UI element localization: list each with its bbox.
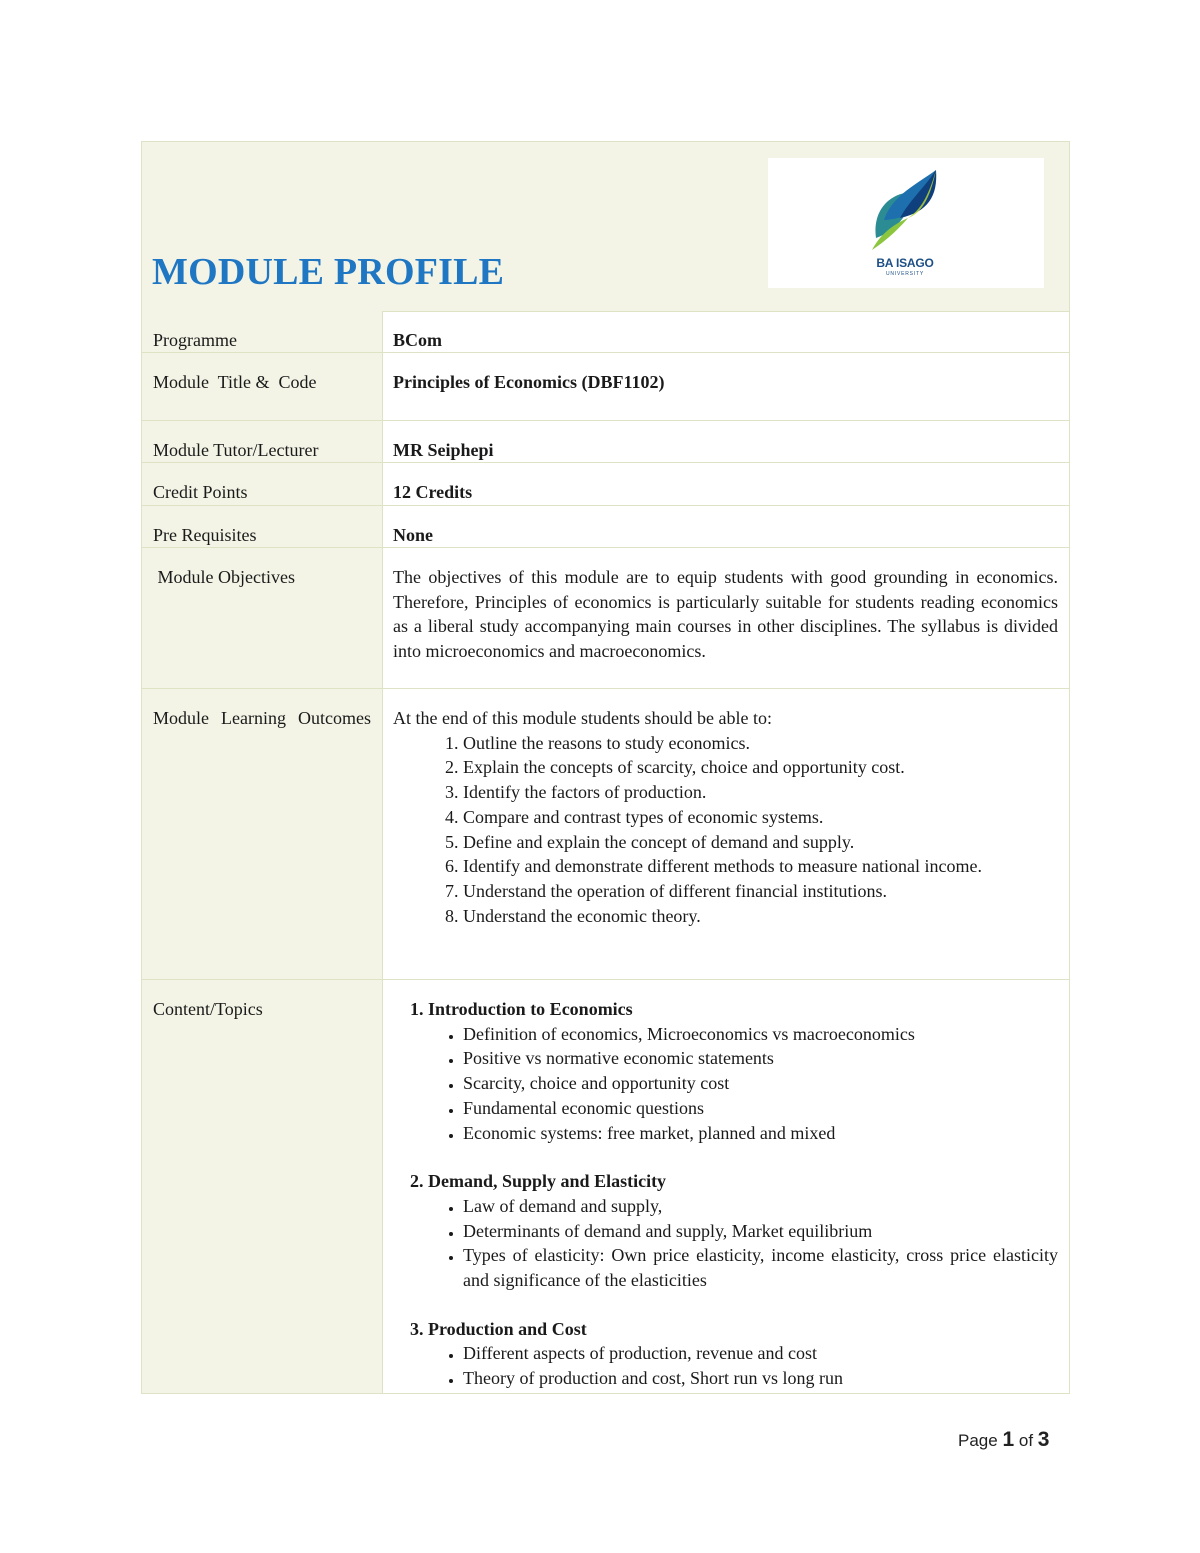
prereq-value: None	[393, 525, 433, 545]
logo-name: BA ISAGO	[876, 256, 934, 270]
list-item: 5. Define and explain the concept of demand and supply.	[463, 830, 1058, 855]
tutor-value: MR Seiphepi	[393, 440, 494, 460]
list-item: • Economic systems: free market, planned and mixed	[463, 1121, 1058, 1146]
topic-bullets	[428, 1194, 1058, 1293]
outcomes-block	[393, 706, 1058, 928]
total-pages: 3	[1037, 1428, 1050, 1451]
list-item: 3. Identify the factors of production.	[463, 780, 1058, 805]
outcomes-intro: At the end of this module students should be able to:	[393, 708, 772, 728]
list-item: 2. Explain the concepts of scarcity, choice and opportunity cost.	[463, 755, 1058, 780]
current-page: 1	[1002, 1428, 1015, 1451]
list-item: • Different aspects of production, revenue and cost	[463, 1341, 1058, 1366]
topic-heading: Production and Cost	[428, 1318, 587, 1339]
outcomes-label	[153, 706, 371, 731]
topic-item	[428, 1317, 1058, 1391]
objectives-label: Module Objectives	[153, 567, 295, 587]
list-item: 6. Identify and demonstrate different methods to measure national income.	[463, 854, 1058, 879]
topics-list	[393, 997, 1058, 1391]
of-word: of	[1018, 1431, 1034, 1450]
topic-heading: Demand, Supply and Elasticity	[428, 1171, 667, 1192]
list-item: • Determinants of demand and supply, Market equilibrium	[463, 1219, 1058, 1244]
topic-item	[428, 1169, 1058, 1293]
module-title-value: Principles of Economics (DBF1102)	[393, 372, 665, 392]
label-column	[142, 311, 383, 1394]
list-item: • Positive vs normative economic statements	[463, 1046, 1058, 1071]
header-row	[142, 142, 1069, 312]
module-profile-table	[141, 141, 1070, 1394]
prereq-label: Pre Requisites	[153, 525, 257, 545]
programme-value: BCom	[393, 330, 442, 350]
tutor-label: Module Tutor/Lecturer	[153, 440, 319, 460]
module-title-label: Module Title & Code	[153, 372, 317, 392]
topic-item	[428, 997, 1058, 1145]
list-item: • Law of demand and supply,	[463, 1194, 1058, 1219]
list-item: • Scarcity, choice and opportunity cost	[463, 1071, 1058, 1096]
page-title: MODULE PROFILE	[152, 251, 505, 293]
objectives-text: The objectives of this module are to equip students with good grounding in economics. Therefore, Principles of economics is particularly suitable for students reading economics as a liberal study accompanying main courses in other disciplines. The syllabus is divided into microeconomics and macroeconomics.	[393, 567, 1058, 662]
university-logo	[768, 158, 1044, 288]
list-item: 1. Outline the reasons to study economics.	[463, 731, 1058, 756]
logo-subtitle: UNIVERSITY	[885, 271, 924, 277]
list-item: • Types of elasticity: Own price elasticity, income elasticity, cross price elasticity and significance of the elasticities	[463, 1243, 1058, 1292]
list-item: 7. Understand the operation of different financial institutions.	[463, 879, 1058, 904]
content-block	[393, 997, 1058, 1394]
credits-value: 12 Credits	[393, 482, 473, 502]
programme-label: Programme	[153, 330, 237, 350]
list-item: • Theory of production and cost, Short run vs long run	[463, 1366, 1058, 1391]
topic-heading: Introduction to Economics	[428, 999, 633, 1019]
page-number	[958, 1428, 1049, 1452]
outcomes-label-text: Module Learning Outcomes	[153, 708, 371, 728]
page-word: Page	[958, 1431, 998, 1450]
list-item: 8. Understand the economic theory.	[463, 904, 1058, 929]
topic-bullets	[428, 1341, 1058, 1390]
content-label: Content/Topics	[153, 999, 263, 1019]
list-item: 4. Compare and contrast types of economic systems.	[463, 805, 1058, 830]
outcomes-list	[393, 731, 1058, 929]
list-item: • Fundamental economic questions	[463, 1096, 1058, 1121]
leaf-logo-icon	[768, 158, 1044, 258]
list-item: • Definition of economics, Microeconomics vs macroeconomics	[463, 1022, 1058, 1047]
topic-bullets	[428, 1022, 1058, 1146]
credits-label: Credit Points	[153, 482, 248, 502]
